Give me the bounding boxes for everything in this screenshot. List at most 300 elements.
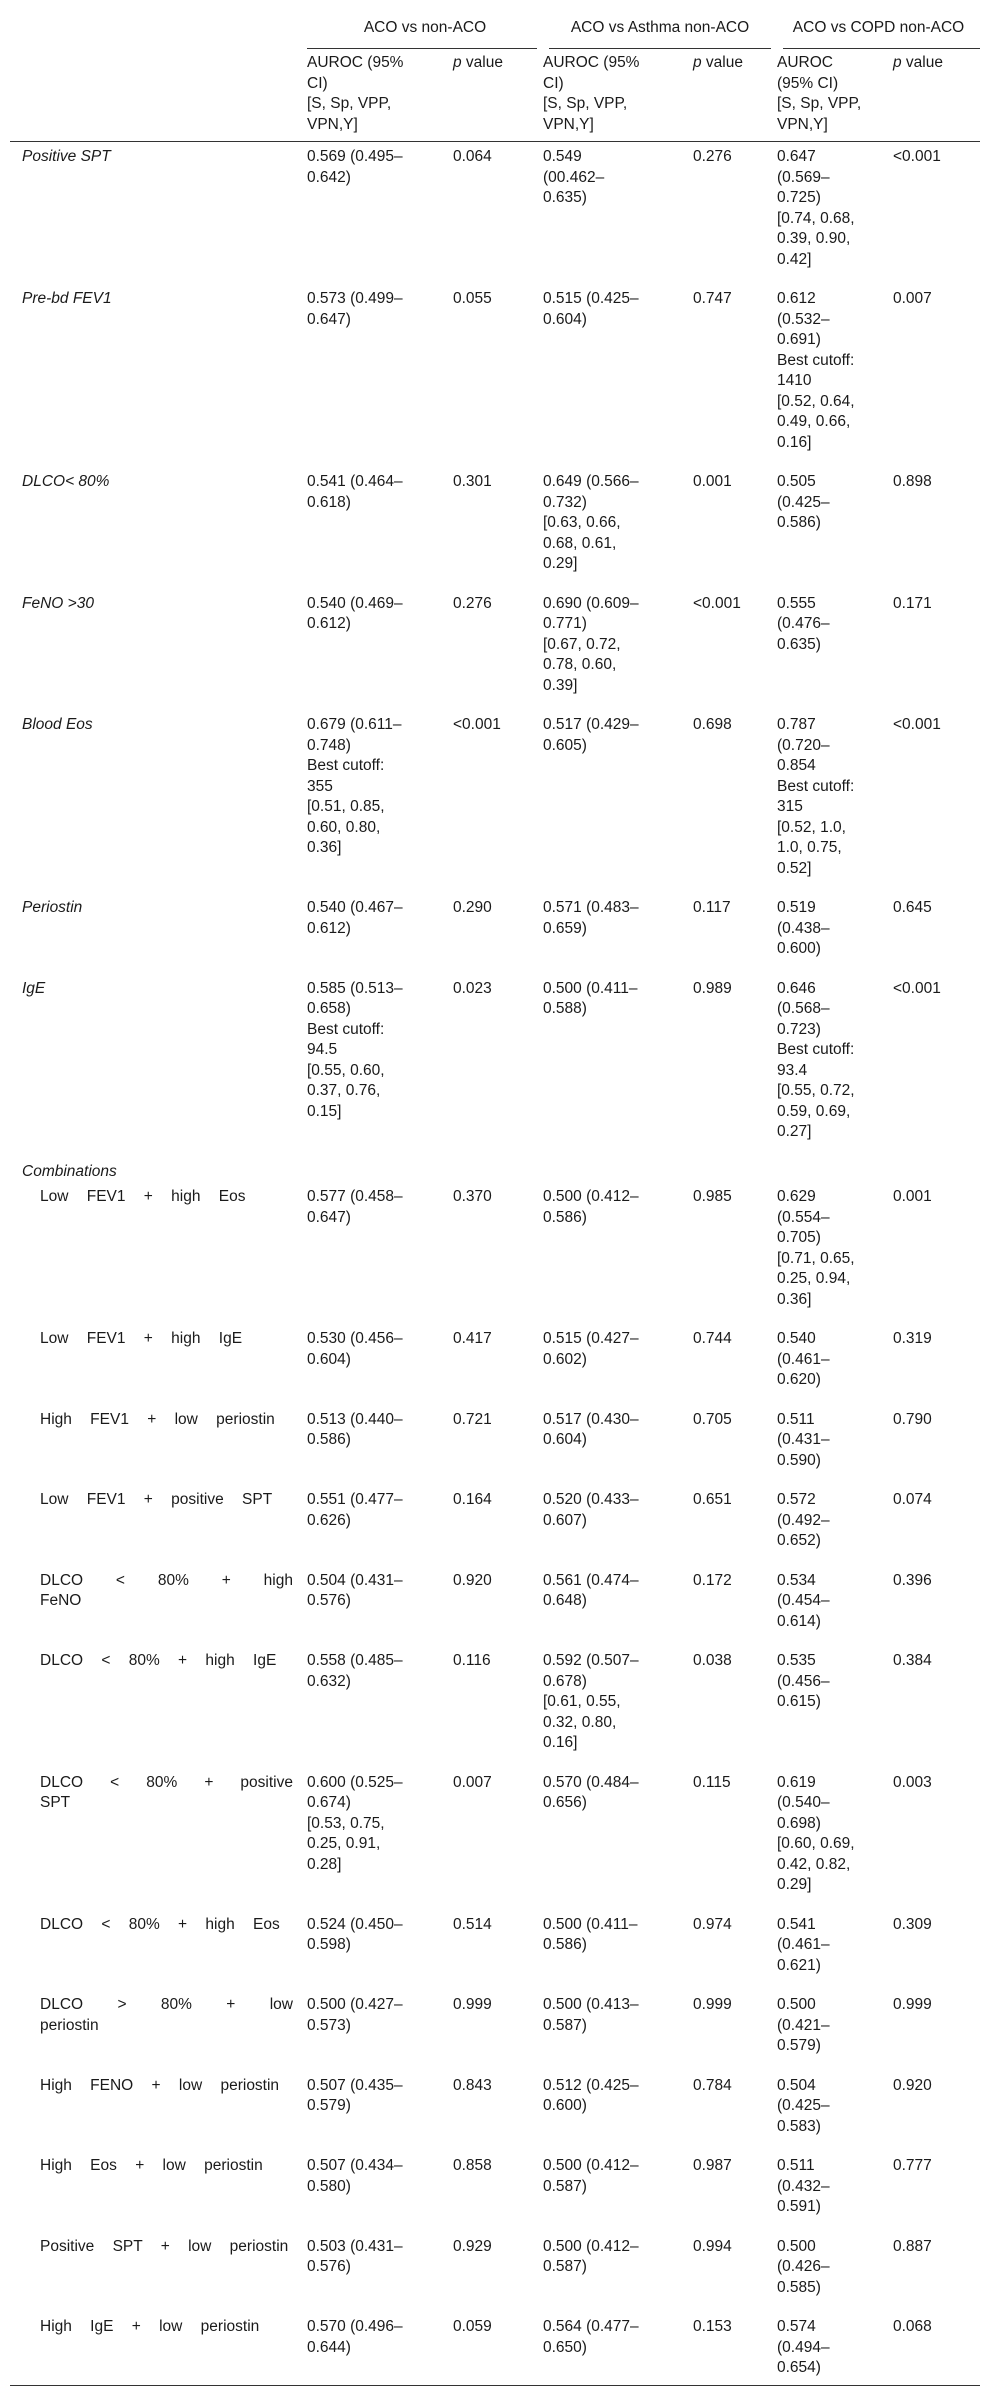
- cell-line: 0.500 (0.412–: [543, 1188, 639, 1205]
- table-header: [10, 10, 980, 142]
- auroc-cell: [307, 1990, 453, 2071]
- auroc-cell: [543, 974, 693, 1157]
- row-label: Low FEV1 + high Eos: [40, 1188, 246, 1205]
- row-label: Positive SPT: [22, 148, 111, 165]
- cell-line: 0.39, 0.90,: [777, 230, 851, 247]
- cell-line: 0.15]: [307, 1102, 342, 1120]
- cell-line: (0.425–: [777, 493, 830, 511]
- table-row: [10, 1768, 980, 1910]
- cell-line: 0.569 (0.495–: [307, 148, 403, 165]
- cell-line: 0.276: [693, 148, 732, 165]
- p-value-cell: [693, 1910, 777, 1991]
- auroc-cell: [543, 1990, 693, 2071]
- p-value-cell: [693, 893, 777, 974]
- p-rest: value: [901, 54, 943, 71]
- cell-line: 94.5: [307, 1041, 338, 1058]
- cell-line: 0.587): [543, 2258, 587, 2275]
- cell-line: 0.585 (0.513–: [307, 979, 403, 997]
- p-value-cell: [893, 1405, 980, 1486]
- cell-line: 0.39]: [543, 676, 578, 694]
- cell-line: 0.612: [777, 290, 816, 307]
- cell-line: 0.787: [777, 716, 816, 733]
- cell-line: 0.570 (0.484–: [543, 1773, 639, 1791]
- table-row: [10, 974, 980, 1157]
- sub-header-row: [10, 49, 980, 142]
- p-value-cell: [693, 1405, 777, 1486]
- cell-line: 0.153: [693, 2318, 732, 2335]
- cell-line: 0.929: [453, 2237, 492, 2255]
- cell-line: (0.494–: [777, 2338, 830, 2356]
- auroc-cell: [307, 1485, 453, 1566]
- cell-line: 0.571 (0.483–: [543, 899, 639, 916]
- cell-line: 0.500 (0.412–: [543, 2157, 639, 2174]
- cell-line: 0.171: [893, 594, 932, 612]
- row-label: Periostin: [22, 899, 83, 916]
- p-value-header: [693, 49, 777, 142]
- cell-line: 0.064: [453, 148, 492, 165]
- p-value-cell: [453, 1646, 543, 1768]
- cell-line: 0.301: [453, 473, 492, 490]
- row-label: Pre-bd FEV1: [22, 290, 112, 307]
- row-label: DLCO > 80% + low periostin: [40, 1996, 293, 2034]
- p-value-cell: [693, 974, 777, 1157]
- cell-line: 0.59, 0.69,: [777, 1102, 851, 1120]
- auroc-cell: [777, 1566, 893, 1647]
- p-value-cell: [453, 467, 543, 589]
- cell-line: [0.60, 0.69,: [777, 1835, 855, 1852]
- cell-line: 0.635): [777, 635, 821, 653]
- table-row: [10, 142, 980, 285]
- auroc-cell: [777, 1485, 893, 1566]
- cell-line: 0.573): [307, 2016, 351, 2034]
- cell-line: CI): [307, 74, 328, 92]
- auroc-cell: [777, 284, 893, 467]
- cell-line: 0.723): [777, 1020, 821, 1038]
- cell-line: VPN,Y]: [777, 115, 828, 133]
- p-rest: value: [461, 54, 503, 71]
- cell-line: 0.500: [777, 2237, 816, 2255]
- cell-line: Best cutoff:: [307, 1020, 385, 1038]
- table-row: [10, 1566, 980, 1647]
- cell-line: 0.725): [777, 189, 821, 206]
- cell-line: 0.540 (0.467–: [307, 899, 403, 916]
- p-italic: p: [693, 54, 702, 71]
- cell-line: 0.656): [543, 1794, 587, 1811]
- cell-line: 0.551 (0.477–: [307, 1491, 403, 1508]
- p-value-cell: [453, 2151, 543, 2232]
- cell-line: 0.604): [543, 1431, 587, 1448]
- cell-line: 0.28]: [307, 1855, 342, 1873]
- cell-line: Best cutoff:: [777, 351, 855, 369]
- cell-line: AUROC (95%: [543, 54, 640, 71]
- cell-line: 0.588): [543, 1000, 587, 1017]
- p-value-cell: [893, 2151, 980, 2232]
- cell-line: 355: [307, 777, 333, 795]
- auroc-cell: [543, 2232, 693, 2313]
- auroc-cell: [543, 2071, 693, 2152]
- p-value-cell: [453, 284, 543, 467]
- cell-line: 0.530 (0.456–: [307, 1330, 403, 1347]
- cell-line: 0.561 (0.474–: [543, 1571, 639, 1589]
- p-value-cell: [453, 1405, 543, 1486]
- cell-line: 0.504 (0.431–: [307, 1571, 403, 1589]
- cell-line: 0.511: [777, 2157, 815, 2174]
- cell-line: 0.629: [777, 1188, 816, 1205]
- cell-line: [0.51, 0.85,: [307, 798, 385, 815]
- cell-line: 0.68, 0.61,: [543, 534, 617, 552]
- cell-line: 0.535: [777, 1652, 816, 1669]
- p-value-cell: [693, 2312, 777, 2385]
- cell-line: 0.396: [893, 1571, 932, 1589]
- cell-line: 0.32, 0.80,: [543, 1713, 617, 1731]
- p-value-cell: [693, 2071, 777, 2152]
- p-value-header: [453, 49, 543, 142]
- cell-line: 0.059: [453, 2318, 492, 2335]
- cell-line: (0.461–: [777, 1936, 830, 1953]
- p-value-cell: [453, 893, 543, 974]
- cell-line: [0.55, 0.72,: [777, 1082, 855, 1099]
- cell-line: 0.511: [777, 1410, 815, 1428]
- cell-line: AUROC (95%: [307, 54, 404, 71]
- cell-line: Best cutoff:: [307, 757, 385, 774]
- cell-line: 0.42]: [777, 250, 812, 268]
- cell-line: 93.4: [777, 1061, 808, 1079]
- cell-line: 0.573 (0.499–: [307, 290, 403, 307]
- auroc-cell: [777, 467, 893, 589]
- cell-line: 0.600 (0.525–: [307, 1773, 403, 1791]
- table-row: [10, 467, 980, 589]
- cell-line: 0.290: [453, 899, 492, 916]
- cell-line: 0.659): [543, 919, 587, 937]
- cell-line: 0.36]: [777, 1290, 812, 1308]
- p-value-cell: [893, 2312, 980, 2385]
- cell-line: 0.585): [777, 2278, 821, 2296]
- cell-line: VPN,Y]: [307, 115, 358, 133]
- p-value-cell: [453, 1768, 543, 1910]
- cell-line: 0.534: [777, 1571, 816, 1589]
- cell-line: [0.52, 1.0,: [777, 818, 846, 836]
- cell-line: 0.632): [307, 1672, 351, 1690]
- cell-line: 0.023: [453, 979, 492, 997]
- cell-line: 0.626): [307, 1511, 351, 1529]
- cell-line: 0.587): [543, 2016, 587, 2034]
- row-label: High Eos + low periostin: [40, 2157, 263, 2174]
- cell-line: 0.555: [777, 594, 816, 612]
- p-value-cell: [453, 974, 543, 1157]
- cell-line: 0.698: [693, 716, 732, 733]
- auroc-cell: [307, 1324, 453, 1405]
- cell-line: 0.500 (0.411–: [543, 1915, 638, 1933]
- p-value-cell: [893, 467, 980, 589]
- row-label: Positive SPT + low periostin: [40, 2237, 289, 2255]
- p-value-cell: [893, 1566, 980, 1647]
- cell-line: 0.519: [777, 899, 816, 916]
- table-row: [10, 1485, 980, 1566]
- cell-line: (0.454–: [777, 1592, 830, 1609]
- row-label: High FEV1 + low periostin: [40, 1410, 275, 1428]
- cell-line: 0.319: [893, 1330, 932, 1347]
- cell-line: <0.001: [893, 148, 941, 165]
- auroc-header: [307, 49, 453, 142]
- p-value-cell: [893, 893, 980, 974]
- cell-line: 0.25, 0.94,: [777, 1270, 851, 1287]
- p-value-cell: [453, 2232, 543, 2313]
- cell-line: 0.647): [307, 1208, 351, 1226]
- auroc-cell: [543, 589, 693, 711]
- p-value-cell: [693, 142, 777, 285]
- p-value-cell: [893, 1485, 980, 1566]
- auroc-cell: [307, 893, 453, 974]
- p-value-cell: [453, 589, 543, 711]
- auroc-cell: [307, 1768, 453, 1910]
- cell-line: 0.541: [777, 1915, 816, 1933]
- cell-line: 0.16]: [777, 433, 812, 451]
- auroc-cell: [777, 589, 893, 711]
- cell-line: 0.576): [307, 1592, 351, 1609]
- cell-line: 0.579): [307, 2097, 351, 2114]
- cell-line: 0.858: [453, 2157, 492, 2174]
- p-value-cell: [893, 1768, 980, 1910]
- cell-line: [0.67, 0.72,: [543, 635, 621, 653]
- cell-line: 0.920: [893, 2076, 932, 2094]
- cell-line: 1410: [777, 372, 812, 389]
- table-row: [10, 2151, 980, 2232]
- cell-line: 0.517 (0.430–: [543, 1410, 639, 1428]
- cell-line: <0.001: [893, 979, 941, 997]
- cell-line: (95% CI): [777, 74, 839, 92]
- cell-line: [0.52, 0.64,: [777, 392, 855, 410]
- cell-line: 0.649 (0.566–: [543, 473, 639, 490]
- cell-line: 0.586): [543, 1936, 587, 1953]
- row-label: Combinations: [22, 1162, 117, 1180]
- cell-line: 0.614): [777, 1612, 821, 1630]
- cell-line: (0.540–: [777, 1794, 830, 1811]
- cell-line: 0.771): [543, 615, 587, 632]
- cell-line: (0.569–: [777, 168, 830, 186]
- cell-line: 0.116: [453, 1652, 491, 1669]
- auroc-cell: [777, 2151, 893, 2232]
- cell-line: 0.117: [693, 899, 731, 916]
- cell-line: 0.698): [777, 1814, 821, 1832]
- cell-line: 0.055: [453, 290, 492, 307]
- cell-line: 0.60, 0.80,: [307, 818, 381, 836]
- cell-line: 0.549: [543, 148, 582, 165]
- cell-line: 0.16]: [543, 1734, 578, 1751]
- cell-line: 0.652): [777, 1532, 821, 1549]
- cell-line: 0.512 (0.425–: [543, 2076, 639, 2094]
- cell-line: 0.36]: [307, 839, 342, 856]
- table-row: [10, 1990, 980, 2071]
- auroc-cell: [307, 2312, 453, 2385]
- cell-line: 0.651: [693, 1491, 732, 1508]
- cell-line: 0.591): [777, 2198, 821, 2215]
- auroc-cell: [307, 1910, 453, 1991]
- p-value-cell: [893, 589, 980, 711]
- p-value-cell: [453, 1566, 543, 1647]
- cell-line: 0.003: [893, 1773, 932, 1791]
- auroc-cell: [307, 589, 453, 711]
- cell-line: 0.674): [307, 1794, 351, 1811]
- cell-line: (0.476–: [777, 615, 830, 632]
- p-value-cell: [693, 589, 777, 711]
- cell-line: [0.74, 0.68,: [777, 209, 855, 227]
- auroc-cell: [543, 1566, 693, 1647]
- auroc-cell: [307, 2151, 453, 2232]
- p-value-cell: [893, 1646, 980, 1768]
- p-value-cell: [453, 1910, 543, 1991]
- cell-line: 0.42, 0.82,: [777, 1855, 851, 1873]
- auroc-cell: [543, 2312, 693, 2385]
- auroc-cell: [307, 1566, 453, 1647]
- cell-line: 0.747: [693, 290, 732, 307]
- cell-line: [0.53, 0.75,: [307, 1814, 385, 1832]
- cell-line: (0.461–: [777, 1350, 830, 1368]
- cell-line: 0.994: [693, 2237, 732, 2255]
- cell-line: (0.720–: [777, 736, 830, 754]
- cell-line: 0.678): [543, 1672, 587, 1690]
- cell-line: 0.564 (0.477–: [543, 2318, 639, 2335]
- cell-line: 0.748): [307, 736, 351, 754]
- auroc-cell: [777, 710, 893, 893]
- auroc-cell: [777, 1910, 893, 1991]
- cell-line: 0.777: [893, 2157, 932, 2174]
- row-label: DLCO < 80% + positive SPT: [40, 1773, 293, 1811]
- cell-line: 315: [777, 798, 803, 815]
- auroc-cell: [307, 974, 453, 1157]
- row-label: Blood Eos: [22, 716, 93, 733]
- auroc-cell: [307, 467, 453, 589]
- cell-line: 0.384: [893, 1652, 932, 1669]
- p-value-cell: [693, 2232, 777, 2313]
- cell-line: 0.309: [893, 1915, 932, 1933]
- cell-line: 0.642): [307, 168, 351, 186]
- auroc-cell: [543, 710, 693, 893]
- p-value-cell: [693, 1566, 777, 1647]
- cell-line: 0.615): [777, 1693, 821, 1710]
- cell-line: 0.784: [693, 2076, 732, 2094]
- cell-line: (0.421–: [777, 2016, 830, 2034]
- auroc-cell: [543, 142, 693, 285]
- p-value-cell: [893, 142, 980, 285]
- table-row: [10, 1182, 980, 1324]
- p-value-cell: [453, 1324, 543, 1405]
- p-value-cell: [453, 710, 543, 893]
- group-header-asthma: ACO vs Asthma non-ACO: [570, 19, 750, 36]
- cell-line: 0.370: [453, 1188, 492, 1205]
- cell-line: Best cutoff:: [777, 1041, 855, 1058]
- table-row: [10, 2071, 980, 2152]
- cell-line: (0.456–: [777, 1672, 830, 1690]
- cell-line: 0.500 (0.411–: [543, 979, 638, 997]
- header-corner: [10, 10, 307, 48]
- auroc-cell: [307, 1182, 453, 1324]
- cell-line: 0.574: [777, 2318, 816, 2335]
- cell-line: 0.001: [693, 473, 732, 490]
- group-header-row: [10, 10, 980, 48]
- cell-line: 0.524 (0.450–: [307, 1915, 403, 1933]
- cell-line: 0.007: [453, 1773, 492, 1791]
- p-value-cell: [893, 1324, 980, 1405]
- cell-line: 0.618): [307, 493, 351, 511]
- table-row: [10, 2312, 980, 2385]
- auroc-cell: [543, 1405, 693, 1486]
- table-row: [10, 893, 980, 974]
- cell-line: 0.576): [307, 2258, 351, 2275]
- cell-line: 0.37, 0.76,: [307, 1082, 381, 1099]
- cell-line: 0.985: [693, 1188, 732, 1205]
- cell-line: 0.513 (0.440–: [307, 1410, 403, 1428]
- auroc-cell: [543, 1646, 693, 1768]
- row-label: Low FEV1 + positive SPT: [40, 1491, 273, 1508]
- p-value-cell: [893, 710, 980, 893]
- cell-line: 0.635): [543, 189, 587, 206]
- cell-line: 0.619: [777, 1773, 816, 1791]
- cell-line: 0.29]: [777, 1876, 812, 1893]
- cell-line: 0.503 (0.431–: [307, 2237, 403, 2255]
- cell-line: <0.001: [693, 594, 741, 612]
- cell-line: 0.854: [777, 757, 816, 774]
- cell-line: 0.572: [777, 1491, 816, 1508]
- cell-line: 0.541 (0.464–: [307, 473, 403, 490]
- cell-line: 0.514: [453, 1915, 492, 1933]
- cell-line: [0.71, 0.65,: [777, 1249, 855, 1267]
- p-value-cell: [453, 142, 543, 285]
- cell-line: 0.29]: [543, 555, 578, 572]
- p-value-cell: [893, 284, 980, 467]
- row-label: DLCO < 80% + high IgE: [40, 1652, 277, 1669]
- cell-line: 0.605): [543, 736, 587, 754]
- table-row: [10, 1157, 980, 1183]
- auroc-cell: [543, 2151, 693, 2232]
- cell-line: 0.583): [777, 2117, 821, 2135]
- row-label: DLCO< 80%: [22, 473, 110, 490]
- cell-line: 0.920: [453, 1571, 492, 1589]
- row-label: DLCO < 80% + high FeNO: [40, 1571, 293, 1609]
- cell-line: VPN,Y]: [543, 115, 594, 133]
- cell-line: 0.999: [693, 1996, 732, 2013]
- auroc-cell: [307, 1646, 453, 1768]
- table-body: [10, 142, 980, 2386]
- cell-line: 0.49, 0.66,: [777, 413, 851, 430]
- cell-line: 0.540: [777, 1330, 816, 1347]
- p-value-cell: [693, 1485, 777, 1566]
- auroc-cell: [777, 1646, 893, 1768]
- auroc-cell: [543, 1910, 693, 1991]
- cell-line: 0.78, 0.60,: [543, 656, 617, 673]
- cell-line: 0.586): [777, 514, 821, 531]
- cell-line: 0.001: [893, 1188, 932, 1205]
- cell-line: 0.500 (0.413–: [543, 1996, 639, 2013]
- cell-line: [0.55, 0.60,: [307, 1061, 385, 1079]
- row-label: IgE: [22, 979, 46, 997]
- auroc-cell: [543, 1182, 693, 1324]
- auroc-cell: [777, 2312, 893, 2385]
- cell-line: (00.462–: [543, 168, 605, 186]
- cell-line: 0.604): [543, 310, 587, 328]
- cell-line: (0.438–: [777, 919, 830, 937]
- p-value-cell: [693, 467, 777, 589]
- auroc-cell: [543, 467, 693, 589]
- cell-line: <0.001: [453, 716, 501, 733]
- cell-line: 0.590): [777, 1451, 821, 1469]
- auroc-table: [10, 10, 980, 2386]
- cell-line: 0.645: [893, 899, 932, 916]
- cell-line: 0.621): [777, 1956, 821, 1974]
- cell-line: 0.164: [453, 1491, 492, 1508]
- cell-line: 0.646: [777, 979, 816, 997]
- auroc-cell: [543, 1485, 693, 1566]
- cell-line: (0.554–: [777, 1208, 830, 1226]
